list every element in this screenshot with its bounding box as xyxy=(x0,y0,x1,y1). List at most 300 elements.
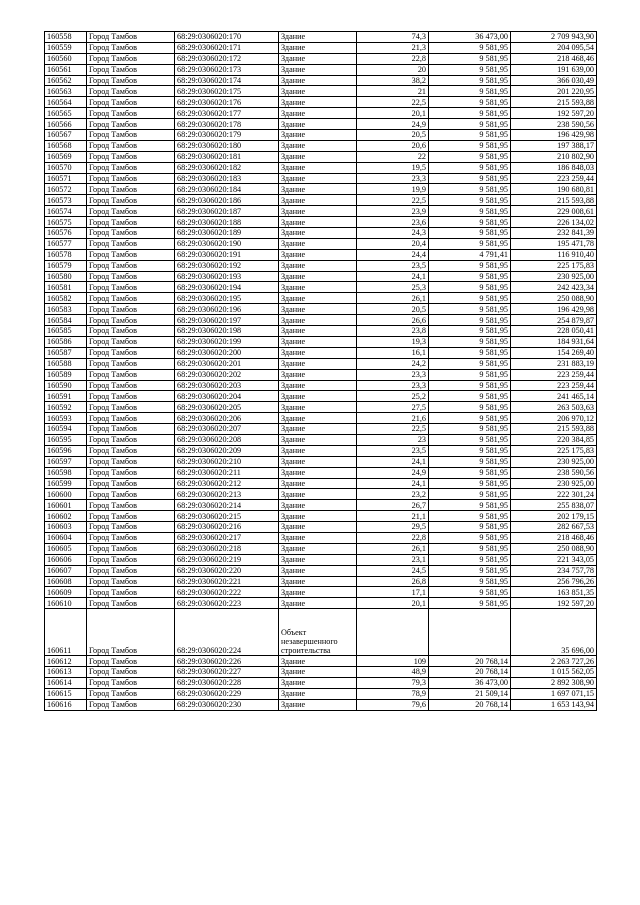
cell-row-number: 160572 xyxy=(45,184,87,195)
cell-cadastral-value: 228 050,41 xyxy=(511,326,597,337)
cell-object-type: Здание xyxy=(279,326,357,337)
cell-municipality: Город Тамбов xyxy=(87,456,175,467)
cell-cadastral-number: 68:29:0306020:222 xyxy=(175,587,279,598)
cell-specific-value: 9 581,95 xyxy=(429,391,511,402)
cell-row-number: 160611 xyxy=(45,609,87,656)
cell-object-type: Здание xyxy=(279,130,357,141)
cell-municipality: Город Тамбов xyxy=(87,598,175,609)
cell-cadastral-number: 68:29:0306020:175 xyxy=(175,86,279,97)
cell-object-type: Здание xyxy=(279,587,357,598)
cell-row-number: 160559 xyxy=(45,42,87,53)
cell-municipality: Город Тамбов xyxy=(87,228,175,239)
cell-row-number: 160615 xyxy=(45,688,87,699)
table-row xyxy=(45,75,597,86)
cell-object-type: Здание xyxy=(279,336,357,347)
cell-row-number: 160594 xyxy=(45,424,87,435)
cell-cadastral-value: 234 757,78 xyxy=(511,565,597,576)
cell-specific-value: 9 581,95 xyxy=(429,576,511,587)
cell-row-number: 160598 xyxy=(45,467,87,478)
cell-object-type: Здание xyxy=(279,206,357,217)
cell-area: 109 xyxy=(357,656,429,667)
cell-cadastral-value: 238 590,56 xyxy=(511,467,597,478)
cell-object-type: Здание xyxy=(279,271,357,282)
table-row xyxy=(45,173,597,184)
cell-object-type: Здание xyxy=(279,108,357,119)
cell-municipality: Город Тамбов xyxy=(87,75,175,86)
cell-cadastral-value: 192 597,20 xyxy=(511,598,597,609)
table-row xyxy=(45,511,597,522)
cell-municipality: Город Тамбов xyxy=(87,162,175,173)
cell-cadastral-number: 68:29:0306020:203 xyxy=(175,380,279,391)
cell-municipality: Город Тамбов xyxy=(87,467,175,478)
table-row xyxy=(45,249,597,260)
cell-area: 23,9 xyxy=(357,206,429,217)
cell-object-type: Здание xyxy=(279,656,357,667)
table-row xyxy=(45,699,597,710)
cell-cadastral-value: 241 465,14 xyxy=(511,391,597,402)
cell-object-type: Здание xyxy=(279,467,357,478)
cell-row-number: 160576 xyxy=(45,228,87,239)
cell-municipality: Город Тамбов xyxy=(87,271,175,282)
cell-row-number: 160560 xyxy=(45,53,87,64)
cell-cadastral-number: 68:29:0306020:202 xyxy=(175,369,279,380)
cell-row-number: 160577 xyxy=(45,238,87,249)
cell-row-number: 160601 xyxy=(45,500,87,511)
cell-object-type: Здание xyxy=(279,688,357,699)
cell-specific-value: 20 768,14 xyxy=(429,699,511,710)
cell-municipality: Город Тамбов xyxy=(87,677,175,688)
cell-specific-value: 9 581,95 xyxy=(429,413,511,424)
cell-cadastral-number: 68:29:0306020:177 xyxy=(175,108,279,119)
cell-area: 29,5 xyxy=(357,522,429,533)
table-row xyxy=(45,434,597,445)
table-row xyxy=(45,42,597,53)
cell-cadastral-value: 163 851,35 xyxy=(511,587,597,598)
cell-cadastral-number: 68:29:0306020:200 xyxy=(175,347,279,358)
cell-cadastral-value: 215 593,88 xyxy=(511,195,597,206)
cell-cadastral-number: 68:29:0306020:201 xyxy=(175,358,279,369)
cell-specific-value: 9 581,95 xyxy=(429,108,511,119)
cell-object-type: Здание xyxy=(279,42,357,53)
cell-area: 22 xyxy=(357,151,429,162)
table-row xyxy=(45,336,597,347)
cell-row-number: 160605 xyxy=(45,543,87,554)
cell-cadastral-number: 68:29:0306020:181 xyxy=(175,151,279,162)
cell-municipality: Город Тамбов xyxy=(87,554,175,565)
cell-area: 24,3 xyxy=(357,228,429,239)
table-row xyxy=(45,587,597,598)
cell-specific-value: 9 581,95 xyxy=(429,424,511,435)
table-row xyxy=(45,478,597,489)
cell-cadastral-value: 221 343,05 xyxy=(511,554,597,565)
cell-object-type: Здание xyxy=(279,413,357,424)
cell-cadastral-number: 68:29:0306020:230 xyxy=(175,699,279,710)
cell-cadastral-number: 68:29:0306020:216 xyxy=(175,522,279,533)
cell-cadastral-number: 68:29:0306020:213 xyxy=(175,489,279,500)
cell-specific-value xyxy=(429,609,511,656)
cell-area: 26,7 xyxy=(357,500,429,511)
cell-area: 79,6 xyxy=(357,699,429,710)
cell-row-number: 160587 xyxy=(45,347,87,358)
cell-row-number: 160593 xyxy=(45,413,87,424)
cell-specific-value: 9 581,95 xyxy=(429,532,511,543)
cell-cadastral-number: 68:29:0306020:189 xyxy=(175,228,279,239)
cell-cadastral-value: 222 301,24 xyxy=(511,489,597,500)
table-body xyxy=(45,32,597,711)
cell-cadastral-value: 230 925,00 xyxy=(511,478,597,489)
cell-cadastral-value: 225 175,83 xyxy=(511,445,597,456)
cell-area: 48,9 xyxy=(357,667,429,678)
cell-cadastral-value: 215 593,88 xyxy=(511,97,597,108)
cell-municipality: Город Тамбов xyxy=(87,32,175,43)
cell-cadastral-number: 68:29:0306020:227 xyxy=(175,667,279,678)
cell-specific-value: 9 581,95 xyxy=(429,554,511,565)
cell-specific-value: 9 581,95 xyxy=(429,402,511,413)
cell-area: 22,8 xyxy=(357,532,429,543)
cell-area: 38,2 xyxy=(357,75,429,86)
cell-area: 22,5 xyxy=(357,424,429,435)
cell-municipality: Город Тамбов xyxy=(87,97,175,108)
cell-cadastral-number: 68:29:0306020:178 xyxy=(175,119,279,130)
cell-area: 27,5 xyxy=(357,402,429,413)
cell-area: 16,1 xyxy=(357,347,429,358)
cell-cadastral-number: 68:29:0306020:219 xyxy=(175,554,279,565)
cell-specific-value: 9 581,95 xyxy=(429,598,511,609)
cell-municipality: Город Тамбов xyxy=(87,304,175,315)
cell-object-type: Здание xyxy=(279,598,357,609)
cell-cadastral-number: 68:29:0306020:176 xyxy=(175,97,279,108)
table-row xyxy=(45,554,597,565)
cell-cadastral-value: 250 088,90 xyxy=(511,293,597,304)
table-row xyxy=(45,97,597,108)
cell-specific-value: 9 581,95 xyxy=(429,587,511,598)
cell-specific-value: 9 581,95 xyxy=(429,543,511,554)
cell-object-type: Здание xyxy=(279,358,357,369)
table-row xyxy=(45,609,597,656)
cell-municipality: Город Тамбов xyxy=(87,688,175,699)
cell-municipality: Город Тамбов xyxy=(87,151,175,162)
cell-specific-value: 9 581,95 xyxy=(429,489,511,500)
cell-specific-value: 9 581,95 xyxy=(429,151,511,162)
table-row xyxy=(45,206,597,217)
cell-cadastral-value: 254 879,87 xyxy=(511,315,597,326)
cell-cadastral-value: 116 910,40 xyxy=(511,249,597,260)
cell-specific-value: 9 581,95 xyxy=(429,467,511,478)
cell-object-type: Здание xyxy=(279,238,357,249)
cell-row-number: 160581 xyxy=(45,282,87,293)
cell-cadastral-value: 226 134,02 xyxy=(511,217,597,228)
cell-cadastral-number: 68:29:0306020:170 xyxy=(175,32,279,43)
cell-specific-value: 9 581,95 xyxy=(429,434,511,445)
cell-row-number: 160574 xyxy=(45,206,87,217)
cell-object-type: Здание xyxy=(279,119,357,130)
cell-object-type: Здание xyxy=(279,445,357,456)
cell-object-type: Здание xyxy=(279,511,357,522)
cell-row-number: 160608 xyxy=(45,576,87,587)
cell-object-type: Здание xyxy=(279,97,357,108)
cell-object-type: Здание xyxy=(279,315,357,326)
cell-municipality: Город Тамбов xyxy=(87,206,175,217)
cell-area: 24,9 xyxy=(357,119,429,130)
cell-municipality: Город Тамбов xyxy=(87,369,175,380)
cell-specific-value: 21 509,14 xyxy=(429,688,511,699)
cell-object-type: Здание xyxy=(279,293,357,304)
cell-object-type: Здание xyxy=(279,217,357,228)
cell-cadastral-number: 68:29:0306020:215 xyxy=(175,511,279,522)
cell-row-number: 160607 xyxy=(45,565,87,576)
cell-object-type: Здание xyxy=(279,86,357,97)
cell-object-type: Здание xyxy=(279,402,357,413)
cell-municipality: Город Тамбов xyxy=(87,108,175,119)
table-row xyxy=(45,576,597,587)
cell-cadastral-number: 68:29:0306020:171 xyxy=(175,42,279,53)
cell-object-type: Здание xyxy=(279,380,357,391)
table-row xyxy=(45,217,597,228)
cell-municipality: Город Тамбов xyxy=(87,173,175,184)
cell-area: 20 xyxy=(357,64,429,75)
cell-row-number: 160561 xyxy=(45,64,87,75)
cell-cadastral-number: 68:29:0306020:174 xyxy=(175,75,279,86)
cell-cadastral-value: 218 468,46 xyxy=(511,53,597,64)
cell-municipality: Город Тамбов xyxy=(87,238,175,249)
cell-specific-value: 9 581,95 xyxy=(429,42,511,53)
cell-area: 24,2 xyxy=(357,358,429,369)
cell-cadastral-value: 225 175,83 xyxy=(511,260,597,271)
cell-cadastral-number: 68:29:0306020:208 xyxy=(175,434,279,445)
cell-object-type: Здание xyxy=(279,195,357,206)
cell-cadastral-value: 196 429,98 xyxy=(511,130,597,141)
cell-cadastral-value: 218 468,46 xyxy=(511,532,597,543)
cell-cadastral-value: 263 503,63 xyxy=(511,402,597,413)
cell-row-number: 160583 xyxy=(45,304,87,315)
cell-cadastral-number: 68:29:0306020:220 xyxy=(175,565,279,576)
cell-row-number: 160591 xyxy=(45,391,87,402)
cell-cadastral-number: 68:29:0306020:211 xyxy=(175,467,279,478)
cell-row-number: 160563 xyxy=(45,86,87,97)
cell-specific-value: 9 581,95 xyxy=(429,130,511,141)
cell-specific-value: 9 581,95 xyxy=(429,97,511,108)
table-row xyxy=(45,228,597,239)
cell-municipality: Город Тамбов xyxy=(87,119,175,130)
cell-cadastral-value: 2 892 308,90 xyxy=(511,677,597,688)
table-row xyxy=(45,413,597,424)
cell-object-type: Здание xyxy=(279,532,357,543)
cell-cadastral-value: 154 269,40 xyxy=(511,347,597,358)
cell-cadastral-number: 68:29:0306020:197 xyxy=(175,315,279,326)
cell-cadastral-value: 191 639,00 xyxy=(511,64,597,75)
cell-cadastral-number: 68:29:0306020:224 xyxy=(175,609,279,656)
cell-cadastral-value: 192 597,20 xyxy=(511,108,597,119)
cell-area: 22,5 xyxy=(357,97,429,108)
cell-specific-value: 9 581,95 xyxy=(429,86,511,97)
cell-cadastral-value: 184 931,64 xyxy=(511,336,597,347)
cell-cadastral-number: 68:29:0306020:210 xyxy=(175,456,279,467)
cell-specific-value: 9 581,95 xyxy=(429,369,511,380)
cell-cadastral-value: 206 970,12 xyxy=(511,413,597,424)
cell-row-number: 160612 xyxy=(45,656,87,667)
cell-row-number: 160599 xyxy=(45,478,87,489)
cell-object-type: Здание xyxy=(279,260,357,271)
cell-specific-value: 9 581,95 xyxy=(429,500,511,511)
cell-object-type: Здание xyxy=(279,391,357,402)
cell-area: 23,3 xyxy=(357,173,429,184)
cell-cadastral-value: 238 590,56 xyxy=(511,119,597,130)
cell-municipality: Город Тамбов xyxy=(87,260,175,271)
cell-specific-value: 9 581,95 xyxy=(429,304,511,315)
cell-municipality: Город Тамбов xyxy=(87,522,175,533)
cell-municipality: Город Тамбов xyxy=(87,86,175,97)
cell-specific-value: 9 581,95 xyxy=(429,53,511,64)
cell-area: 23,3 xyxy=(357,369,429,380)
cell-row-number: 160614 xyxy=(45,677,87,688)
cell-specific-value: 9 581,95 xyxy=(429,195,511,206)
table-row xyxy=(45,238,597,249)
cell-cadastral-number: 68:29:0306020:228 xyxy=(175,677,279,688)
cell-municipality: Город Тамбов xyxy=(87,195,175,206)
cell-cadastral-value: 250 088,90 xyxy=(511,543,597,554)
cell-cadastral-number: 68:29:0306020:182 xyxy=(175,162,279,173)
cell-row-number: 160590 xyxy=(45,380,87,391)
cell-area: 25,2 xyxy=(357,391,429,402)
cell-cadastral-number: 68:29:0306020:186 xyxy=(175,195,279,206)
cell-cadastral-number: 68:29:0306020:221 xyxy=(175,576,279,587)
cell-specific-value: 9 581,95 xyxy=(429,522,511,533)
cell-area: 23,6 xyxy=(357,217,429,228)
cell-cadastral-value: 195 471,78 xyxy=(511,238,597,249)
cell-area: 74,3 xyxy=(357,32,429,43)
cell-cadastral-number: 68:29:0306020:183 xyxy=(175,173,279,184)
cell-municipality: Город Тамбов xyxy=(87,217,175,228)
cell-row-number: 160603 xyxy=(45,522,87,533)
cell-specific-value: 20 768,14 xyxy=(429,667,511,678)
cell-specific-value: 36 473,00 xyxy=(429,32,511,43)
cell-area: 20,5 xyxy=(357,130,429,141)
cell-area: 17,1 xyxy=(357,587,429,598)
cell-area: 24,1 xyxy=(357,271,429,282)
cell-specific-value: 9 581,95 xyxy=(429,511,511,522)
cell-object-type: Здание xyxy=(279,500,357,511)
table-row xyxy=(45,667,597,678)
cell-cadastral-number: 68:29:0306020:206 xyxy=(175,413,279,424)
cell-area: 22,5 xyxy=(357,195,429,206)
table-row xyxy=(45,402,597,413)
cell-cadastral-number: 68:29:0306020:207 xyxy=(175,424,279,435)
cell-municipality: Город Тамбов xyxy=(87,140,175,151)
table-row xyxy=(45,32,597,43)
table-row xyxy=(45,500,597,511)
cell-area: 21,3 xyxy=(357,42,429,53)
cell-specific-value: 9 581,95 xyxy=(429,228,511,239)
cell-area: 23,2 xyxy=(357,489,429,500)
cell-cadastral-number: 68:29:0306020:217 xyxy=(175,532,279,543)
cell-object-type: Здание xyxy=(279,369,357,380)
cell-specific-value: 9 581,95 xyxy=(429,293,511,304)
cell-cadastral-number: 68:29:0306020:199 xyxy=(175,336,279,347)
cell-row-number: 160558 xyxy=(45,32,87,43)
cell-municipality: Город Тамбов xyxy=(87,326,175,337)
cell-area: 23,3 xyxy=(357,380,429,391)
cell-specific-value: 9 581,95 xyxy=(429,162,511,173)
cell-row-number: 160588 xyxy=(45,358,87,369)
table-row xyxy=(45,162,597,173)
cell-cadastral-value: 242 423,34 xyxy=(511,282,597,293)
cell-area: 23,8 xyxy=(357,326,429,337)
cell-cadastral-number: 68:29:0306020:223 xyxy=(175,598,279,609)
cell-specific-value: 9 581,95 xyxy=(429,64,511,75)
cell-cadastral-number: 68:29:0306020:190 xyxy=(175,238,279,249)
cell-object-type: Здание xyxy=(279,522,357,533)
cell-row-number: 160567 xyxy=(45,130,87,141)
cell-row-number: 160606 xyxy=(45,554,87,565)
cell-cadastral-value: 1 015 562,05 xyxy=(511,667,597,678)
cell-municipality: Город Тамбов xyxy=(87,315,175,326)
cell-specific-value: 4 791,41 xyxy=(429,249,511,260)
cell-object-type: Здание xyxy=(279,151,357,162)
cell-cadastral-value: 1 697 071,15 xyxy=(511,688,597,699)
cell-object-type: Здание xyxy=(279,249,357,260)
table-row xyxy=(45,108,597,119)
cell-area: 22,8 xyxy=(357,53,429,64)
cell-area: 23,1 xyxy=(357,554,429,565)
cell-municipality: Город Тамбов xyxy=(87,402,175,413)
cell-row-number: 160597 xyxy=(45,456,87,467)
cell-cadastral-value: 190 680,81 xyxy=(511,184,597,195)
cell-municipality: Город Тамбов xyxy=(87,667,175,678)
table-row xyxy=(45,598,597,609)
cell-cadastral-value: 210 802,90 xyxy=(511,151,597,162)
cell-cadastral-number: 68:29:0306020:191 xyxy=(175,249,279,260)
cell-object-type: Здание xyxy=(279,53,357,64)
cell-object-type: Здание xyxy=(279,162,357,173)
cell-municipality: Город Тамбов xyxy=(87,380,175,391)
table-row xyxy=(45,53,597,64)
cell-area: 20,1 xyxy=(357,598,429,609)
cell-cadastral-number: 68:29:0306020:188 xyxy=(175,217,279,228)
cell-object-type: Здание xyxy=(279,699,357,710)
cell-municipality: Город Тамбов xyxy=(87,336,175,347)
cell-specific-value: 9 581,95 xyxy=(429,238,511,249)
cell-row-number: 160562 xyxy=(45,75,87,86)
cell-municipality: Город Тамбов xyxy=(87,565,175,576)
cell-cadastral-number: 68:29:0306020:194 xyxy=(175,282,279,293)
cell-object-type: Здание xyxy=(279,565,357,576)
cell-cadastral-number: 68:29:0306020:193 xyxy=(175,271,279,282)
cell-specific-value: 9 581,95 xyxy=(429,336,511,347)
cell-area: 78,9 xyxy=(357,688,429,699)
table-row xyxy=(45,326,597,337)
cell-area: 24,4 xyxy=(357,249,429,260)
cell-specific-value: 9 581,95 xyxy=(429,358,511,369)
cell-municipality: Город Тамбов xyxy=(87,391,175,402)
cell-object-type: Здание xyxy=(279,489,357,500)
cell-municipality: Город Тамбов xyxy=(87,609,175,656)
cell-municipality: Город Тамбов xyxy=(87,130,175,141)
cell-area: 20,4 xyxy=(357,238,429,249)
table-row xyxy=(45,347,597,358)
table-row xyxy=(45,315,597,326)
cell-cadastral-number: 68:29:0306020:192 xyxy=(175,260,279,271)
cell-row-number: 160570 xyxy=(45,162,87,173)
cell-area: 20,1 xyxy=(357,108,429,119)
cell-cadastral-value: 230 925,00 xyxy=(511,456,597,467)
cell-cadastral-value: 2 263 727,26 xyxy=(511,656,597,667)
cell-row-number: 160600 xyxy=(45,489,87,500)
cell-municipality: Город Тамбов xyxy=(87,500,175,511)
table-row xyxy=(45,445,597,456)
table-row xyxy=(45,532,597,543)
table-row xyxy=(45,656,597,667)
cell-municipality: Город Тамбов xyxy=(87,445,175,456)
